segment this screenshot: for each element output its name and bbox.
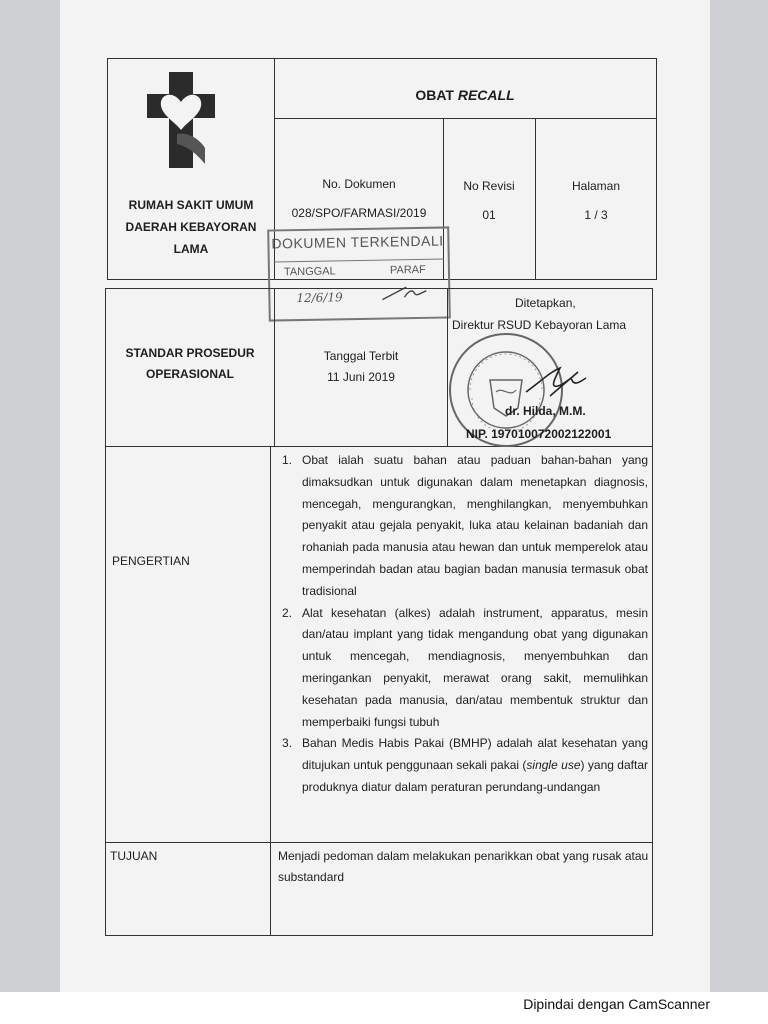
list-item — [282, 733, 648, 798]
list-item-number: 3. — [282, 736, 293, 751]
tujuan-text: Menjadi pedoman dalam melakukan penarikkan obat yang rusak atau substandard — [278, 849, 649, 884]
stamp-handwritten-date: 12/6/19 — [296, 290, 343, 306]
hospital-name-line3: LAMA — [173, 242, 209, 256]
list-item-text-after: ) yang daftar produknya diatur dalam peraturan perundang-undangan — [302, 758, 648, 794]
scanner-watermark: Dipindai dengan CamScanner — [523, 996, 710, 1012]
revision-label: No Revisi — [463, 179, 515, 193]
scan-background-right — [710, 0, 768, 992]
page-title: OBAT RECALL — [415, 87, 515, 103]
issue-date-value: 11 Juni 2019 — [327, 370, 395, 384]
list-item-number: 2. — [282, 605, 293, 620]
signer-nip: NIP. 197010072002122001 — [466, 427, 612, 441]
ditetapkan-text: Ditetapkan, — [515, 296, 576, 310]
pengertian-label: PENGERTIAN — [112, 554, 190, 568]
stamp-title: DOKUMEN TERKENDALI — [271, 232, 444, 252]
hospital-name — [110, 194, 272, 260]
signer-name: dr. Hilda, M.M. — [505, 404, 586, 418]
document-number-value: 028/SPO/FARMASI/2019 — [291, 206, 427, 220]
document-number-label: No. Dokumen — [322, 177, 396, 191]
revision-cell — [444, 172, 534, 230]
sop-label-line1: STANDAR PROSEDUR — [125, 346, 255, 360]
stamp-paraf-label: PARAF — [389, 263, 426, 277]
pengertian-list — [282, 450, 648, 799]
page-number-value: 1 / 3 — [584, 208, 608, 222]
issue-date-cell — [276, 346, 446, 388]
director-signature-icon — [520, 362, 590, 402]
hospital-name-line1: RUMAH SAKIT UMUM — [128, 198, 254, 212]
scan-background-left — [0, 0, 60, 992]
page-number-label: Halaman — [571, 179, 621, 193]
sop-label — [107, 343, 273, 385]
tujuan-label: TUJUAN — [110, 849, 158, 863]
main-divider-vertical-lower — [270, 446, 271, 936]
hospital-name-line2: DAERAH KEBAYORAN — [125, 220, 257, 234]
stamp-tanggal-label: TANGGAL — [283, 265, 336, 279]
list-item — [282, 450, 648, 603]
main-divider-row1 — [105, 446, 653, 447]
list-item-text-before: Bahan Medis Habis Pakai (BMHP) adalah alat kesehatan yang ditujukan untuk penggunaan sekali pakai ( — [302, 736, 648, 773]
main-divider-vertical-upper — [274, 288, 275, 446]
page-number-cell — [536, 172, 656, 230]
list-item — [282, 603, 648, 734]
director-title: Direktur RSUD Kebayoran Lama — [452, 318, 627, 332]
document-number-cell — [276, 170, 442, 228]
list-item-text: Alat kesehatan (alkes) adalah instrument, apparatus, mesin dan/atau implant yang tidak mengandung obat yang digunakan untuk mencegah, mendiagnosis, menyembuhkan dan meringankan penyakit, merawat orang sakit, memulihkan kesehatan pada manusia, dan/atau membentuk struktur dan memperbaiki fungsi tubuh — [302, 605, 648, 729]
list-item-text: Obat ialah suatu bahan atau paduan bahan-bahan yang dimaksudkan untuk digunakan dalam menetapkan diagnosis, mencegah, mengurangkan, menghilangkan, menyembuhkan penyakit atau gejala penyakit, luka atau kelainan badaniah dan rohaniah pada manusia atau hewan dan untuk memperelok atau memperindah badan atau bagian badan manusia termasuk obat tradisional — [302, 453, 648, 598]
hospital-logo-icon — [147, 72, 215, 168]
stamp-divider — [274, 259, 444, 263]
revision-value: 01 — [482, 208, 496, 222]
header-divider-horizontal — [274, 118, 657, 119]
main-divider-row2 — [105, 842, 653, 843]
sop-label-line2: OPERASIONAL — [145, 367, 234, 381]
list-item-number: 1. — [282, 453, 293, 467]
issue-date-label: Tanggal Terbit — [323, 349, 399, 363]
list-item-text-italic: single use — [526, 758, 581, 773]
